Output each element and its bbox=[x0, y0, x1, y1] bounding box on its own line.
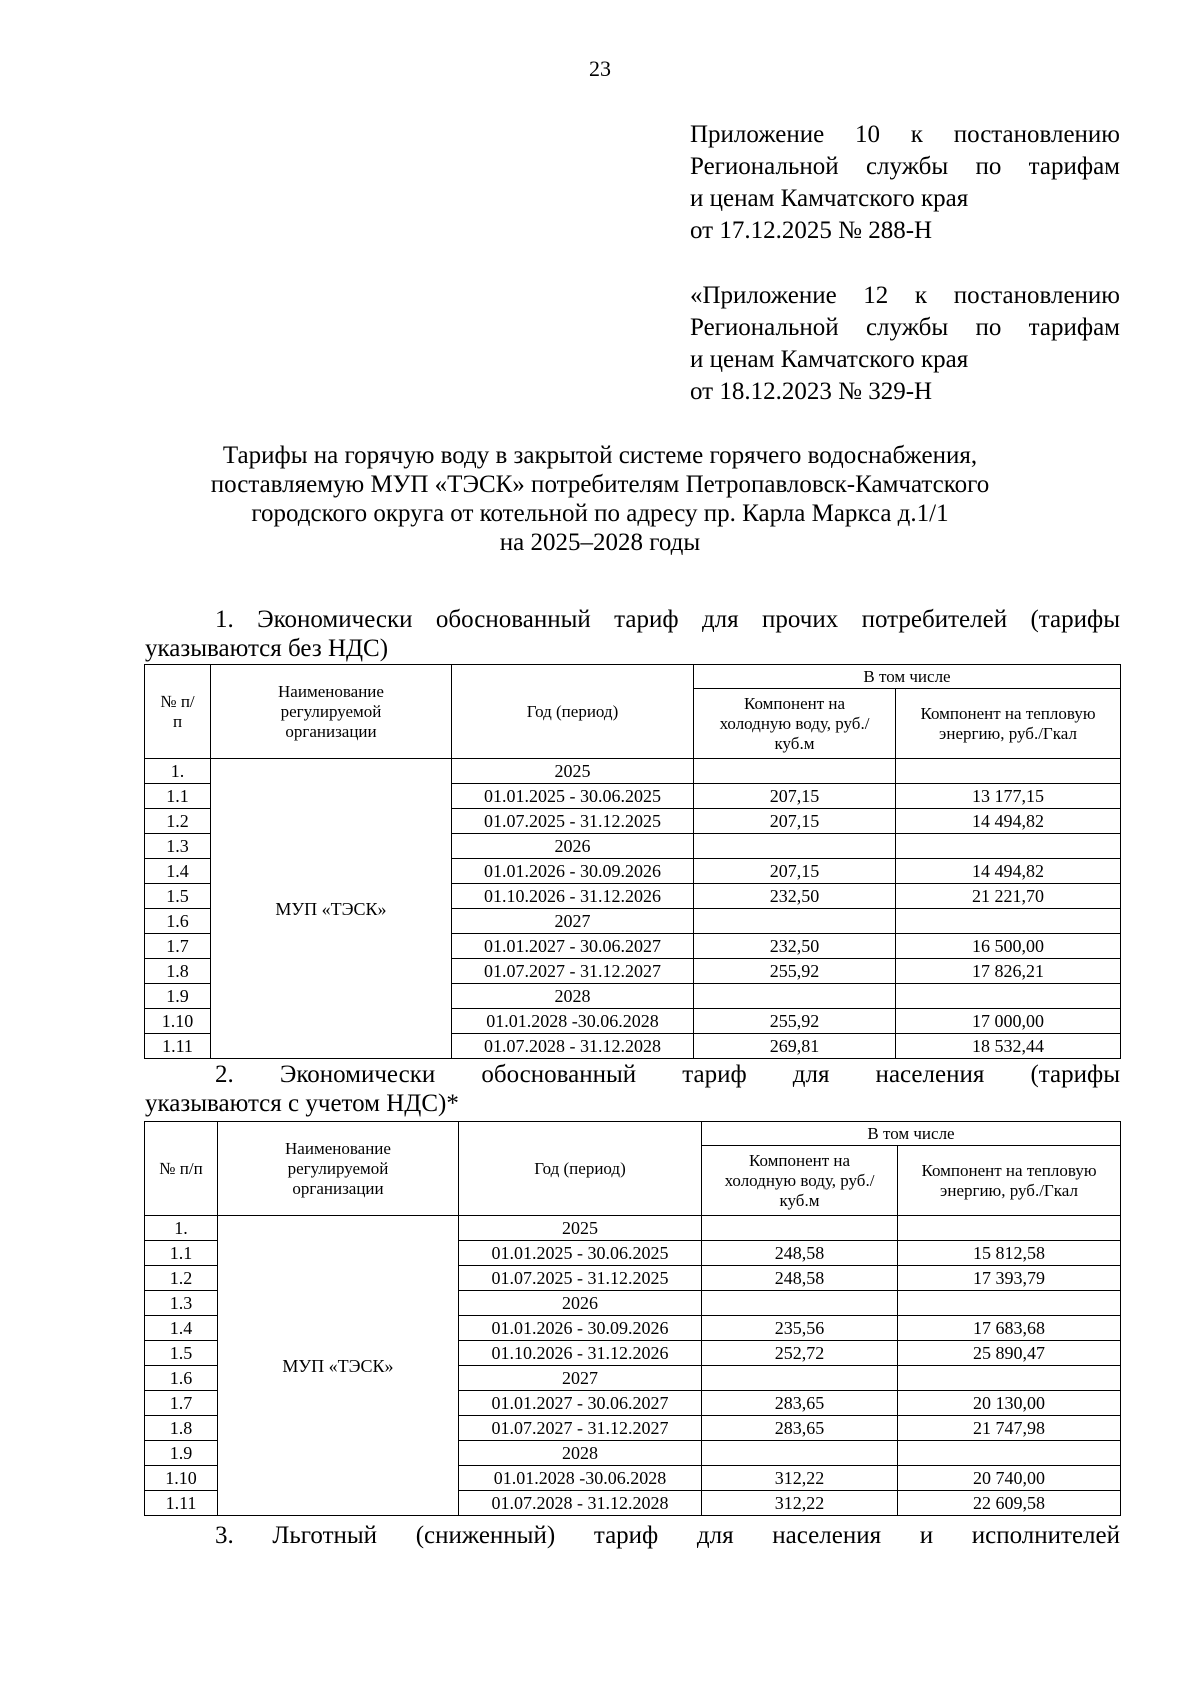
period: 01.01.2026 - 30.09.2026 bbox=[459, 1316, 702, 1341]
appendix-reference-previous bbox=[690, 280, 1120, 408]
row-number: 1.11 bbox=[145, 1034, 211, 1059]
row-number: 1.1 bbox=[145, 1241, 218, 1266]
table-row bbox=[145, 1216, 1121, 1241]
period: 2027 bbox=[459, 1366, 702, 1391]
period: 2026 bbox=[459, 1291, 702, 1316]
period: 2028 bbox=[459, 1441, 702, 1466]
cold-water-value bbox=[694, 834, 896, 859]
cold-water-value: 283,65 bbox=[702, 1416, 898, 1441]
section-1-heading-line-2: указываются без НДС) bbox=[145, 635, 389, 662]
section-2-heading bbox=[145, 1060, 1120, 1118]
row-number: 1.10 bbox=[145, 1466, 218, 1491]
row-number: 1.6 bbox=[145, 1366, 218, 1391]
section-1-heading bbox=[145, 605, 1120, 663]
row-number: 1.5 bbox=[145, 1341, 218, 1366]
row-number: 1.1 bbox=[145, 784, 211, 809]
header-org: Наименование регулируемой организации bbox=[211, 665, 452, 759]
period: 2025 bbox=[459, 1216, 702, 1241]
row-number: 1.7 bbox=[145, 934, 211, 959]
row-number: 1.8 bbox=[145, 959, 211, 984]
organization-name: МУП «ТЭСК» bbox=[211, 759, 452, 1059]
period: 01.07.2028 - 31.12.2028 bbox=[452, 1034, 694, 1059]
cold-water-value: 255,92 bbox=[694, 959, 896, 984]
cold-water-value bbox=[694, 759, 896, 784]
period: 2026 bbox=[452, 834, 694, 859]
row-number: 1.7 bbox=[145, 1391, 218, 1416]
appendix-line: и ценам Камчатского края bbox=[690, 346, 969, 373]
title-line: городского округа от котельной по адресу пр. Карла Маркса д.1/1 bbox=[251, 500, 949, 527]
table-row bbox=[145, 759, 1121, 784]
heat-value: 16 500,00 bbox=[896, 934, 1121, 959]
tariff-table-1 bbox=[144, 664, 1121, 1059]
heat-value: 17 393,79 bbox=[898, 1266, 1121, 1291]
heat-value: 13 177,15 bbox=[896, 784, 1121, 809]
row-number: 1.10 bbox=[145, 1009, 211, 1034]
row-number: 1.9 bbox=[145, 1441, 218, 1466]
header-heat: Компонент на тепловую энергию, руб./Гкал bbox=[898, 1146, 1121, 1216]
document-title bbox=[150, 441, 1050, 557]
cold-water-value: 207,15 bbox=[694, 859, 896, 884]
period: 2025 bbox=[452, 759, 694, 784]
row-number: 1.5 bbox=[145, 884, 211, 909]
period: 01.10.2026 - 31.12.2026 bbox=[459, 1341, 702, 1366]
period: 01.07.2025 - 31.12.2025 bbox=[452, 809, 694, 834]
row-number: 1.4 bbox=[145, 1316, 218, 1341]
cold-water-value: 232,50 bbox=[694, 934, 896, 959]
period: 01.07.2025 - 31.12.2025 bbox=[459, 1266, 702, 1291]
appendix-line: Приложение 10 к постановлению bbox=[690, 121, 1120, 148]
heat-value: 15 812,58 bbox=[898, 1241, 1121, 1266]
appendix-line: и ценам Камчатского края bbox=[690, 185, 969, 212]
appendix-line: «Приложение 12 к постановлению bbox=[690, 282, 1120, 309]
period: 01.10.2026 - 31.12.2026 bbox=[452, 884, 694, 909]
cold-water-value bbox=[694, 984, 896, 1009]
heat-value: 14 494,82 bbox=[896, 859, 1121, 884]
row-number: 1.2 bbox=[145, 809, 211, 834]
table-body bbox=[145, 759, 1121, 1059]
heat-value bbox=[898, 1216, 1121, 1241]
row-number: 1.8 bbox=[145, 1416, 218, 1441]
period: 2028 bbox=[452, 984, 694, 1009]
cold-water-value: 248,58 bbox=[702, 1241, 898, 1266]
row-number: 1. bbox=[145, 759, 211, 784]
heat-value: 20 740,00 bbox=[898, 1466, 1121, 1491]
period: 01.01.2025 - 30.06.2025 bbox=[459, 1241, 702, 1266]
appendix-line: Региональной службы по тарифам bbox=[690, 314, 1120, 341]
period: 01.07.2027 - 31.12.2027 bbox=[459, 1416, 702, 1441]
heat-value bbox=[896, 909, 1121, 934]
period: 01.01.2027 - 30.06.2027 bbox=[452, 934, 694, 959]
appendix-line: от 17.12.2025 № 288-Н bbox=[690, 217, 933, 244]
organization-name: МУП «ТЭСК» bbox=[218, 1216, 459, 1516]
heat-value: 21 747,98 bbox=[898, 1416, 1121, 1441]
header-org: Наименование регулируемой организации bbox=[218, 1122, 459, 1216]
heat-value: 25 890,47 bbox=[898, 1341, 1121, 1366]
row-number: 1.3 bbox=[145, 1291, 218, 1316]
heat-value bbox=[896, 834, 1121, 859]
cold-water-value: 283,65 bbox=[702, 1391, 898, 1416]
cold-water-value: 207,15 bbox=[694, 809, 896, 834]
cold-water-value: 255,92 bbox=[694, 1009, 896, 1034]
row-number: 1.6 bbox=[145, 909, 211, 934]
cold-water-value: 269,81 bbox=[694, 1034, 896, 1059]
heat-value bbox=[898, 1366, 1121, 1391]
tariff-table-2 bbox=[144, 1121, 1121, 1516]
row-number: 1.2 bbox=[145, 1266, 218, 1291]
cold-water-value: 207,15 bbox=[694, 784, 896, 809]
section-2-heading-line-1: 2. Экономически обоснованный тариф для населения (тарифы bbox=[215, 1061, 1120, 1088]
row-number: 1.9 bbox=[145, 984, 211, 1009]
title-line: Тарифы на горячую воду в закрытой системе горячего водоснабжения, bbox=[222, 442, 978, 469]
section-3-heading bbox=[145, 1521, 1120, 1550]
heat-value: 22 609,58 bbox=[898, 1491, 1121, 1516]
heat-value: 17 000,00 bbox=[896, 1009, 1121, 1034]
appendix-reference-current bbox=[690, 119, 1120, 247]
cold-water-value: 252,72 bbox=[702, 1341, 898, 1366]
header-cold-water: Компонент на холодную воду, руб./куб.м bbox=[694, 689, 896, 759]
header-num: № п/п bbox=[145, 1122, 218, 1216]
section-2-heading-line-2: указываются с учетом НДС)* bbox=[145, 1090, 459, 1117]
period: 01.01.2028 -30.06.2028 bbox=[459, 1466, 702, 1491]
heat-value bbox=[896, 984, 1121, 1009]
cold-water-value: 235,56 bbox=[702, 1316, 898, 1341]
period: 01.07.2028 - 31.12.2028 bbox=[459, 1491, 702, 1516]
heat-value: 20 130,00 bbox=[898, 1391, 1121, 1416]
header-including: В том числе bbox=[702, 1122, 1121, 1146]
row-number: 1.3 bbox=[145, 834, 211, 859]
period: 01.01.2027 - 30.06.2027 bbox=[459, 1391, 702, 1416]
header-cold-water: Компонент на холодную воду, руб./куб.м bbox=[702, 1146, 898, 1216]
page-number: 23 bbox=[589, 56, 611, 81]
heat-value: 14 494,82 bbox=[896, 809, 1121, 834]
header-including: В том числе bbox=[694, 665, 1121, 689]
header-num: № п/п bbox=[145, 665, 211, 759]
heat-value bbox=[896, 759, 1121, 784]
period: 2027 bbox=[452, 909, 694, 934]
heat-value: 17 826,21 bbox=[896, 959, 1121, 984]
row-number: 1.4 bbox=[145, 859, 211, 884]
cold-water-value bbox=[702, 1291, 898, 1316]
section-3-heading-line-1: 3. Льготный (сниженный) тариф для населения и исполнителей bbox=[215, 1522, 1120, 1549]
table-body bbox=[145, 1216, 1121, 1516]
header-period: Год (период) bbox=[459, 1122, 702, 1216]
heat-value bbox=[898, 1441, 1121, 1466]
cold-water-value: 232,50 bbox=[694, 884, 896, 909]
period: 01.01.2028 -30.06.2028 bbox=[452, 1009, 694, 1034]
title-line: на 2025–2028 годы bbox=[499, 529, 701, 556]
cold-water-value: 312,22 bbox=[702, 1491, 898, 1516]
row-number: 1.11 bbox=[145, 1491, 218, 1516]
heat-value bbox=[898, 1291, 1121, 1316]
header-period: Год (период) bbox=[452, 665, 694, 759]
cold-water-value bbox=[702, 1366, 898, 1391]
appendix-line: от 18.12.2023 № 329-Н bbox=[690, 378, 933, 405]
cold-water-value bbox=[702, 1441, 898, 1466]
heat-value: 21 221,70 bbox=[896, 884, 1121, 909]
row-number: 1. bbox=[145, 1216, 218, 1241]
heat-value: 18 532,44 bbox=[896, 1034, 1121, 1059]
appendix-line: Региональной службы по тарифам bbox=[690, 153, 1120, 180]
heat-value: 17 683,68 bbox=[898, 1316, 1121, 1341]
cold-water-value bbox=[702, 1216, 898, 1241]
period: 01.07.2027 - 31.12.2027 bbox=[452, 959, 694, 984]
cold-water-value bbox=[694, 909, 896, 934]
period: 01.01.2025 - 30.06.2025 bbox=[452, 784, 694, 809]
header-heat: Компонент на тепловую энергию, руб./Гкал bbox=[896, 689, 1121, 759]
section-1-heading-line-1: 1. Экономически обоснованный тариф для прочих потребителей (тарифы bbox=[215, 606, 1120, 633]
cold-water-value: 312,22 bbox=[702, 1466, 898, 1491]
title-line: поставляемую МУП «ТЭСК» потребителям Петропавловск-Камчатского bbox=[210, 471, 990, 498]
period: 01.01.2026 - 30.09.2026 bbox=[452, 859, 694, 884]
cold-water-value: 248,58 bbox=[702, 1266, 898, 1291]
